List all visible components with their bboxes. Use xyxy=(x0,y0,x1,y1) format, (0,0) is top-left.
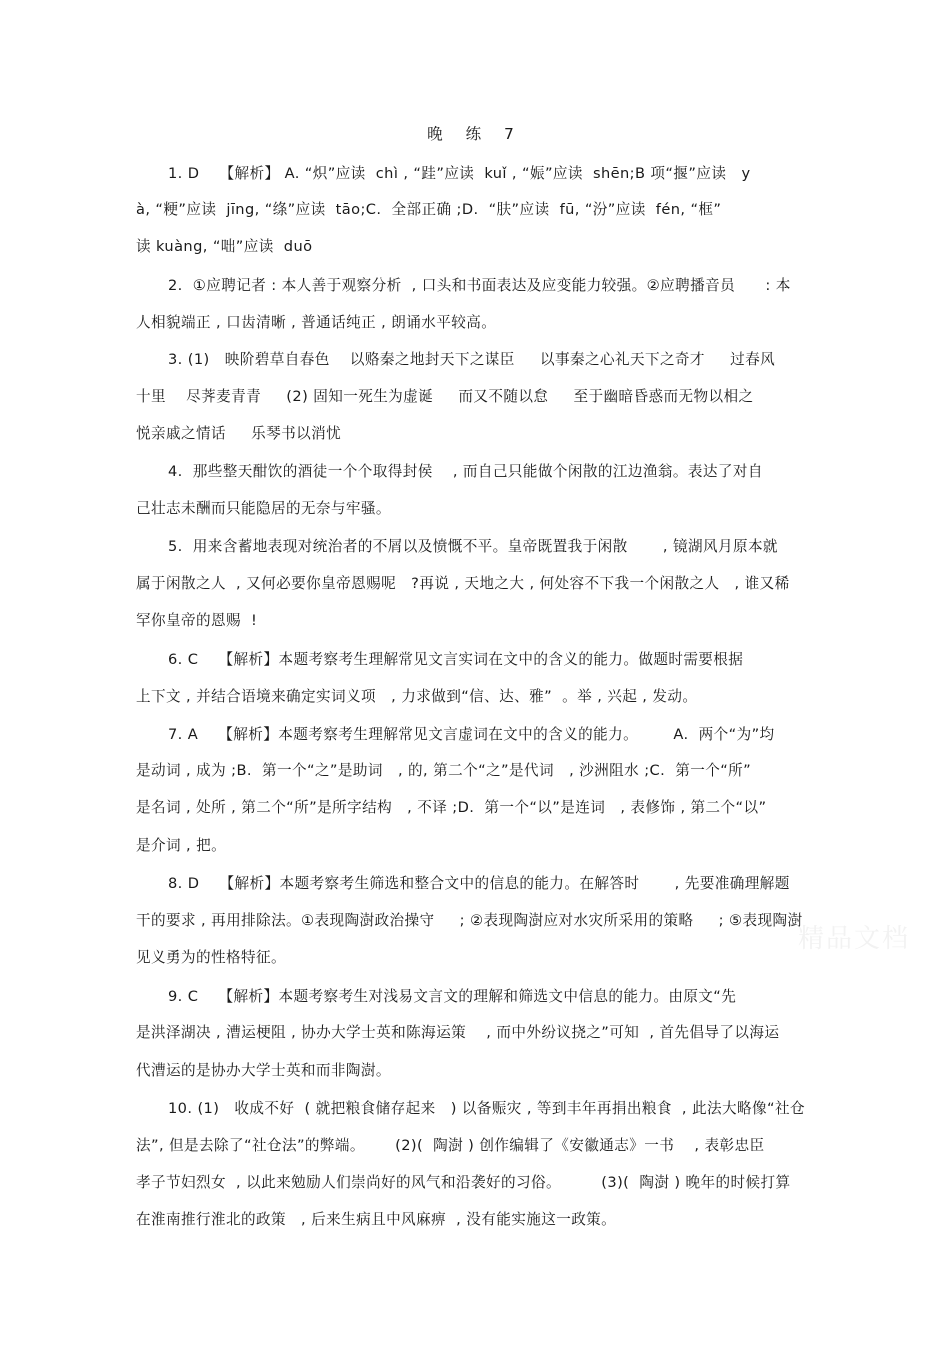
answer-line: 孝子节妇烈女 , 以此来勉励人们崇尚好的风气和沿袭好的习俗。 (3)( 陶澍 ) 晚年的时候打算 xyxy=(136,1174,791,1191)
answer-line: 罕你皇帝的恩赐 ! xyxy=(136,612,258,629)
answer-line: 干的要求 , 再用排除法。①表现陶澍政治操守 ; ②表现陶澍应对水灾所采用的策略 ; ⑤表现陶澍 xyxy=(136,912,803,929)
answer-line: 见义勇为的性格特征。 xyxy=(136,949,286,966)
page-title: 晚 练 7 xyxy=(427,125,523,143)
answer-line: 是介词 , 把。 xyxy=(136,837,227,854)
answer-line: 5. 用来含蓄地表现对统治者的不屑以及愤慨不平。皇帝既置我于闲散 , 镜湖风月原本就 xyxy=(168,538,778,555)
answer-line: 9. C 【解析】本题考察考生对浅易文言文的理解和筛选文中信息的能力。由原文“先 xyxy=(168,988,737,1005)
answer-line: 是洪泽湖决 , 漕运梗阻 , 协办大学士英和陈海运策 , 而中外纷议挠之”可知 , 首先倡导了以海运 xyxy=(136,1024,780,1041)
answer-line: 是名词 , 处所 , 第二个“所”是所字结构 , 不译 ;D. 第一个“以”是连词 , 表修饰 , 第二个“以” xyxy=(136,799,767,816)
answer-line: 3. (1) 映阶碧草自春色 以赂秦之地封天下之谋臣 以事秦之心礼天下之奇才 过春风 xyxy=(168,351,776,368)
answer-line: 6. C 【解析】本题考察考生理解常见文言实词在文中的含义的能力。做题时需要根据 xyxy=(168,651,744,668)
answer-line: 1. D 【解析】 A. “炽”应读 chì , “跬”应读 kuǐ , “娠”应读 shēn;B 项“揠”应读 y xyxy=(168,165,751,182)
answer-line: 己壮志未酬而只能隐居的无奈与牢骚。 xyxy=(136,500,391,517)
answer-line: 法”, 但是去除了“社仓法”的弊端。 (2)( 陶澍 ) 创作编辑了《安徽通志》一书 , 表彰忠臣 xyxy=(136,1137,765,1154)
answer-line: 8. D 【解析】本题考察考生筛选和整合文中的信息的能力。在解答时 , 先要准确理解题 xyxy=(168,875,790,892)
answer-line: 10. (1) 收成不好 ( 就把粮食储存起来 ) 以备赈灾 , 等到丰年再捐出粮食 , 此法大略像“社仓 xyxy=(168,1100,805,1117)
answer-line: 悦亲戚之情话 乐琴书以消忧 xyxy=(136,425,342,442)
answer-line: 7. A 【解析】本题考察考生理解常见文言虚词在文中的含义的能力。 A. 两个“为”均 xyxy=(168,726,775,743)
answer-line: à, “粳”应读 jīng, “绦”应读 tāo;C. 全部正确 ;D. “肤”应读 fū, “汾”应读 fén, “框” xyxy=(136,201,722,218)
answer-line: 十里 尽荠麦青青 (2) 固知一死生为虚诞 而又不随以怠 至于幽暗昏惑而无物以相之 xyxy=(136,388,754,405)
watermark: 精品文档 xyxy=(797,924,910,954)
answer-line: 人相貌端正 , 口齿清晰 , 普通话纯正 , 朗诵水平较高。 xyxy=(136,314,497,331)
answer-line: 4. 那些整天酣饮的酒徒一个个取得封侯 , 而自己只能做个闲散的江边渔翁。表达了对自 xyxy=(168,463,763,480)
answer-line: 读 kuàng, “咄”应读 duō xyxy=(136,238,313,255)
answer-line: 是动词 , 成为 ;B. 第一个“之”是助词 , 的, 第二个“之”是代词 , 沙洲阻水 ;C. 第一个“所” xyxy=(136,762,752,779)
answer-line: 属于闲散之人 , 又何必要你皇帝恩赐呢 ?再说 , 天地之大 , 何处容不下我一个闲散之人 , 谁又稀 xyxy=(136,575,790,592)
answer-line: 在淮南推行淮北的政策 , 后来生病且中风麻痹 , 没有能实施这一政策。 xyxy=(136,1211,617,1228)
answer-line: 上下文 , 并结合语境来确定实词义项 , 力求做到“信、达、雅” 。举 , 兴起 , 发动。 xyxy=(136,688,698,705)
answer-line: 2. ①应聘记者 : 本人善于观察分析 , 口头和书面表达及应变能力较强。②应聘播音员 : 本 xyxy=(168,277,791,294)
answer-line: 代漕运的是协办大学士英和而非陶澍。 xyxy=(136,1062,391,1079)
